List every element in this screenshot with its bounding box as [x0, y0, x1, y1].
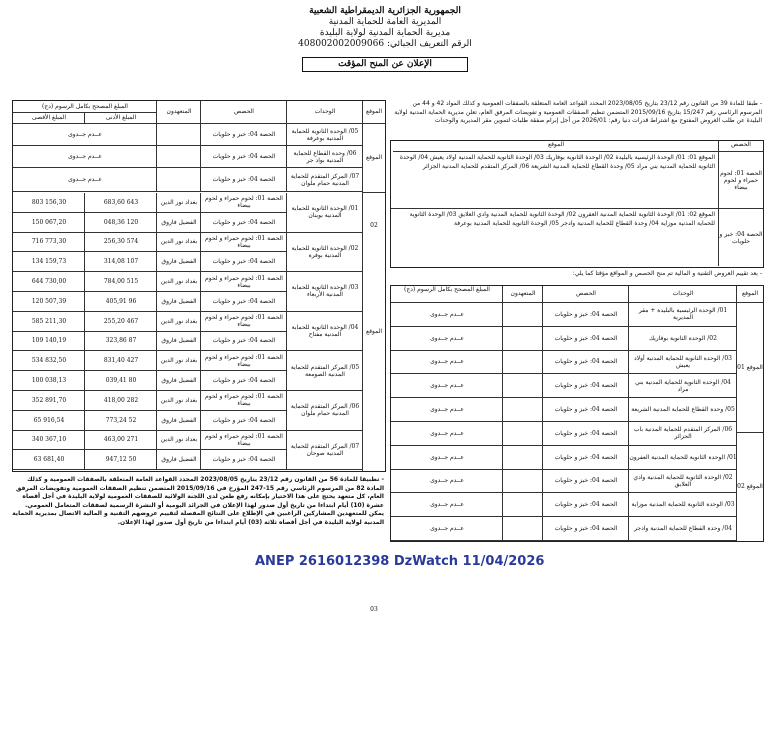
unit-cell: 07/ المركز المتقدم للحماية المدنية صوحان [286, 431, 363, 471]
amount-min-cell: 271 463,00 [84, 431, 157, 451]
col-header-max: المبلغ الأقصى [13, 112, 85, 124]
lot-cell: الحصة 04: خبز و حلويات [542, 303, 629, 327]
no-award-cell: عــدم جــدوى [13, 168, 157, 192]
award-table-sites-01-02 [390, 285, 764, 542]
amount-min-cell: 467 255,20 [84, 312, 157, 332]
intro-paragraph: - طبقا للمادة 39 من القانون رقم 23/12 بتاريخ 2023/08/05 المحدد القواعد العامة المتعلقة بالصفقات العمومية و كذلك المواد 42 و 44 من المرسوم الرئاسي رقم 15/247 بتاريخ 2015/09/16 المتضمن تنظيم الصفقات العمومية و تفويضات المرفق العام، تعلن مديرية الحماية المدنية لولاية البليدة عن طلب العروض المفتوح مع اشتراط قدرات دنيا رقم: 2026/01 من أجل إبرام صفقة طلبات لتموين مقر المديرية والوحدات [394, 100, 762, 124]
site-03-label: الموقع 03 [362, 193, 385, 471]
bidder-cell [502, 398, 543, 422]
amount-max-cell: 585 211,30 [13, 312, 85, 332]
col-header-site: الموقع [362, 101, 385, 124]
unit-cell: 03/ الوحدة الثانوية للحماية المدنية أولاد يعيش [628, 351, 737, 375]
lot-cell: الحصة 04: خبز و حلويات [200, 411, 287, 431]
no-award-cell: عــدم جــدوى [13, 124, 157, 146]
amount-min-cell: 515 784,00 [84, 272, 157, 292]
lot-cell: الحصة 04: خبز و حلويات [200, 146, 287, 168]
lot-cell: الحصة 04: خبز و حلويات [200, 292, 287, 312]
no-award-cell: عــدم جــدوى [391, 351, 503, 375]
unit-cell: 02/ الوحدة الثانوية بوفاريك [628, 327, 737, 351]
amount-min-cell: 52 773,24 [84, 411, 157, 431]
footer-reference: ANEP 2616012398 DzWatch 11/04/2026 [255, 554, 545, 569]
amount-max-cell: 63 681,40 [13, 450, 85, 470]
col-header-min: المبلغ الأدنى [84, 112, 157, 124]
bidder-cell [156, 168, 201, 192]
bidder-cell: الفضيل فاروق [156, 411, 201, 431]
bidder-cell: الفضيل فاروق [156, 371, 201, 391]
col-header-units: الوحدات [286, 101, 363, 124]
amount-max-cell: 716 773,30 [13, 233, 85, 253]
unit-cell: 01/ الوحدة الرئيسية بالبليدة + مقر المديرية [628, 303, 737, 327]
unit-cell: 05/ وحدة القطاع للحماية المدنية الشريعة [628, 398, 737, 422]
bidder-cell [502, 517, 543, 541]
header-tax-id: الرقم التعريف الجبائي: 408002002009066 [298, 39, 472, 49]
bidder-cell [502, 422, 543, 446]
col-header-amount [391, 286, 503, 303]
bidder-cell: بغداد نور الدين [156, 272, 201, 292]
bidder-cell [502, 446, 543, 470]
col-header-bidders: المتعهدون [502, 286, 543, 303]
lot-cell: الحصة 04: خبز و حلويات [200, 168, 287, 192]
lot-cell: الحصة 04: خبز و حلويات [200, 332, 287, 352]
bidder-cell [502, 493, 543, 517]
site-01-label: الموقع 01 [736, 303, 763, 433]
unit-cell: 06/ وحدة القطاع للحماية المدنية بواد جر [286, 146, 363, 168]
notice-title-box [302, 57, 468, 72]
col-header-lots: الحصص [542, 286, 629, 303]
lot-cell: الحصة 01: لحوم حمراء و لحوم بيضاء [200, 351, 287, 371]
no-award-cell: عــدم جــدوى [391, 327, 503, 351]
col-header-bidders: المتعهدون [156, 101, 201, 124]
no-award-cell: عــدم جــدوى [391, 446, 503, 470]
no-award-cell: عــدم جــدوى [13, 146, 157, 168]
unit-cell: 03/ الوحدة الثانوية للحماية المدنية موزاية [628, 493, 737, 517]
bidder-cell: الفضيل فاروق [156, 450, 201, 470]
col-header-units: الوحدات [628, 286, 737, 303]
amount-max-cell: 109 140,19 [13, 332, 85, 352]
award-intro-text: - بعد تقييم العروض التقنية و المالية تم منح الحصص و المواقع مؤقتا كما يلي: [572, 270, 762, 277]
bidder-cell: بغداد نور الدين [156, 391, 201, 411]
lot-cell: الحصة 01: لحوم حمراء و لحوم بيضاء [200, 272, 287, 292]
no-award-cell: عــدم جــدوى [391, 517, 503, 541]
amount-max-cell: 100 038,13 [13, 371, 85, 391]
amount-max-cell: 803 156,30 [13, 193, 85, 213]
bidder-cell: الفضيل فاروق [156, 252, 201, 272]
amount-min-cell: 96 405,91 [84, 292, 157, 312]
bidder-cell: الفضيل فاروق [156, 332, 201, 352]
lot-cell: الحصة 04: خبز و حلويات [542, 493, 629, 517]
amount-min-cell: 427 831,40 [84, 351, 157, 371]
lot-cell: الحصة 04: خبز و حلويات [200, 124, 287, 146]
no-award-cell: عــدم جــدوى [391, 303, 503, 327]
no-award-cell: عــدم جــدوى [391, 470, 503, 494]
amount-max-cell: 150 067,20 [13, 213, 85, 233]
header-block [270, 6, 500, 50]
lot-cell: الحصة 04: خبز و حلويات [200, 371, 287, 391]
site-02-label: الموقع 02 [736, 433, 763, 541]
unit-cell: 02/ الوحدة الثانوية للحماية المدنية بوقرة [286, 233, 363, 273]
bidder-cell [156, 146, 201, 168]
lots-sites-table [390, 140, 764, 268]
no-award-cell: عــدم جــدوى [391, 422, 503, 446]
lot-04-sites-text: الموقع 02: 01/ الوحدة الثانوية للحماية المدنية العفرون 02/ الوحدة الثانوية للحماية المدنية وادي العلايق 03/ الوحدة الثانوية للحماية المدنية موزاية 04/ وحدة القطاع للحماية المدنية وادجر 05/ الوحدة الثانوية للحماية المدنية بوعرفة [409, 211, 715, 227]
amount-max-cell: 340 367,10 [13, 431, 85, 451]
amount-max-cell: 120 507,39 [13, 292, 85, 312]
lot-cell: الحصة 01: لحوم حمراء و لحوم بيضاء [200, 233, 287, 253]
bidder-cell: بغداد نور الدين [156, 431, 201, 451]
amount-min-cell: 87 323,86 [84, 332, 157, 352]
amount-max-cell: 352 891,70 [13, 391, 85, 411]
lot-cell: الحصة 01: لحوم حمراء و لحوم بيضاء [200, 391, 287, 411]
unit-cell: 04/ وحدة القطاع للحماية المدنية وادجر [628, 517, 737, 541]
lot-cell: الحصة 04: خبز و حلويات [542, 446, 629, 470]
row-divider [391, 208, 761, 209]
unit-cell: 05/ الوحدة الثانوية للحماية المدنية بوعرفة [286, 124, 363, 146]
no-award-cell: عــدم جــدوى [391, 374, 503, 398]
bidder-cell: الفضيل فاروق [156, 292, 201, 312]
bidder-cell [156, 124, 201, 146]
unit-cell: 07/ المركز المتقدم للحماية المدنية حمام ملوان [286, 168, 363, 192]
amount-max-cell: 644 730,00 [13, 272, 85, 292]
no-award-cell: عــدم جــدوى [391, 398, 503, 422]
bidder-cell: الفضيل فاروق [156, 213, 201, 233]
bidder-cell: بغداد نور الدين [156, 351, 201, 371]
bidder-cell [502, 470, 543, 494]
amount-min-cell: 574 256,30 [84, 233, 157, 253]
bidder-cell [502, 327, 543, 351]
amount-header-label: المبلغ المصحح بكامل الرسوم (دج) [404, 286, 490, 293]
lot-01-cell: الحصة 01: لحوم حمراء و لحوم بيضاء [718, 152, 763, 209]
lot-cell: الحصة 04: خبز و حلويات [542, 327, 629, 351]
col-header-site: الموقع [736, 286, 763, 303]
col-header-site: الموقع [393, 141, 719, 152]
unit-cell: 02/ الوحدة الثانوية للحماية المدنية وادي العلايق [628, 470, 737, 494]
lot-cell: الحصة 01: لحوم حمراء و لحوم بيضاء [200, 193, 287, 213]
amount-min-cell: 120 048,36 [84, 213, 157, 233]
header-country: الجمهورية الجزائرية الديمقراطية الشعبية [309, 6, 461, 16]
col-header-amount: المبلغ المصحح بكامل الرسوم (دج) [13, 101, 157, 113]
site-02-label: الموقع 02 [362, 124, 385, 193]
lot-cell: الحصة 04: خبز و حلويات [542, 398, 629, 422]
header-local-directorate: مديرية الحماية المدنية لولاية البليدة [319, 28, 451, 38]
unit-cell: 01/ الوحدة الثانوية للحماية المدنية العفرون [628, 446, 737, 470]
col-header-lots: الحصص [718, 141, 763, 152]
amount-min-cell: 50 947,12 [84, 450, 157, 470]
lot-cell: الحصة 04: خبز و حلويات [200, 252, 287, 272]
no-award-cell: عــدم جــدوى [391, 493, 503, 517]
unit-cell: 06/ المركز المتقدم للحماية المدنية حمام ملوان [286, 391, 363, 431]
lot-cell: الحصة 04: خبز و حلويات [542, 374, 629, 398]
unit-cell: 04/ الوحدة الثانوية للحماية المدنية بني مراد [628, 374, 737, 398]
bidder-cell: بغداد نور الدين [156, 233, 201, 253]
amount-max-cell: 134 159,73 [13, 252, 85, 272]
bidder-cell [502, 303, 543, 327]
unit-cell: 06/ المركز المتقدم للحماية المدنية باب الجزائر [628, 422, 737, 446]
amount-max-cell: 534 832,50 [13, 351, 85, 371]
lot-01-sites-text: الموقع 01: 01/ الوحدة الرئيسية بالبليدة 02/ الوحدة الثانوية بوفاريك 03/ الوحدة الثانوية للحماية المدنية أولاد يعيش 04/ الوحدة الثانوية للحماية المدنية بني مراد 05/ وحدة القطاع للحماية المدنية الشريعة 06/ المركز المتقدم للحماية المدنية الجزائر [399, 154, 715, 170]
bidder-cell [502, 351, 543, 375]
amount-min-cell: 80 039,41 [84, 371, 157, 391]
amount-min-cell: 643 683,60 [84, 193, 157, 213]
unit-cell: 03/ الوحدة الثانوية للحماية المدنية الأربعاء [286, 272, 363, 312]
lot-cell: الحصة 04: خبز و حلويات [200, 213, 287, 233]
lot-cell: الحصة 04: خبز و حلويات [542, 351, 629, 375]
unit-cell: 05/ المركز المتقدم للحماية المدنية الصومعة [286, 351, 363, 391]
notice-title: الإعلان عن المنح المؤقت [338, 59, 432, 69]
unit-cell: 04/ الوحدة الثانوية للحماية المدنية مفتاح [286, 312, 363, 352]
lot-cell: الحصة 04: خبز و حلويات [542, 470, 629, 494]
header-directorate: المديرية العامة للحماية المدنية [328, 17, 442, 27]
lot-cell: الحصة 04: خبز و حلويات [200, 450, 287, 470]
unit-cell: 01/ الوحدة الثانوية للحماية المدنية بوينان [286, 193, 363, 233]
amount-min-cell: 282 418,00 [84, 391, 157, 411]
appeal-paragraph: - تطبيقا للمادة 56 من القانون رقم 23/12 بتاريخ 2023/08/05 المحدد القواعد العامة المتعلقة بالصفقات العمومية و كذلك المادة 82 من المرسوم الرئاسي رقم 15-247 المؤرخ في 2015/09/16 المتضمن تنظيم الصفقات العمومية وتفويضات المرفق العام، كل متعهد يحتج على هذا الاختيار بإمكانه رفع طعن لدى اللجنة الولائية للصفقات العمومية لولاية البليدة في أجل أقصاه عشرة (10) أيام ابتداءا من تاريخ أول صدور لهذا الإعلان في الجرائد اليومية أو النشرة الرسمية لصفقات المتعامل العمومي. يمكن للمتعهدين المشاركين الراغبين في الإطلاع على النتائج المفصلة لتقييم عروضهم التقنية و المالية الاتصال بمديرية الحماية المدنية لولاية البليدة في أجل أقصاه ثلاثة (03) أيام ابتداءا من تاريخ أول صدور لهذا الإعلان. [12, 476, 384, 526]
lot-cell: الحصة 01: لحوم حمراء و لحوم بيضاء [200, 312, 287, 332]
bidder-cell: بغداد نور الدين [156, 193, 201, 213]
lot-04-cell: الحصة 04: خبز و حلويات [718, 209, 763, 266]
lot-cell: الحصة 04: خبز و حلويات [542, 517, 629, 541]
bidder-cell [502, 374, 543, 398]
lot-cell: الحصة 01: لحوم حمراء و لحوم بيضاء [200, 431, 287, 451]
bidder-cell: بغداد نور الدين [156, 312, 201, 332]
amount-max-cell: 65 916,54 [13, 411, 85, 431]
lot-cell: الحصة 04: خبز و حلويات [542, 422, 629, 446]
col-header-lots: الحصص [200, 101, 287, 124]
amount-min-cell: 107 314,08 [84, 252, 157, 272]
